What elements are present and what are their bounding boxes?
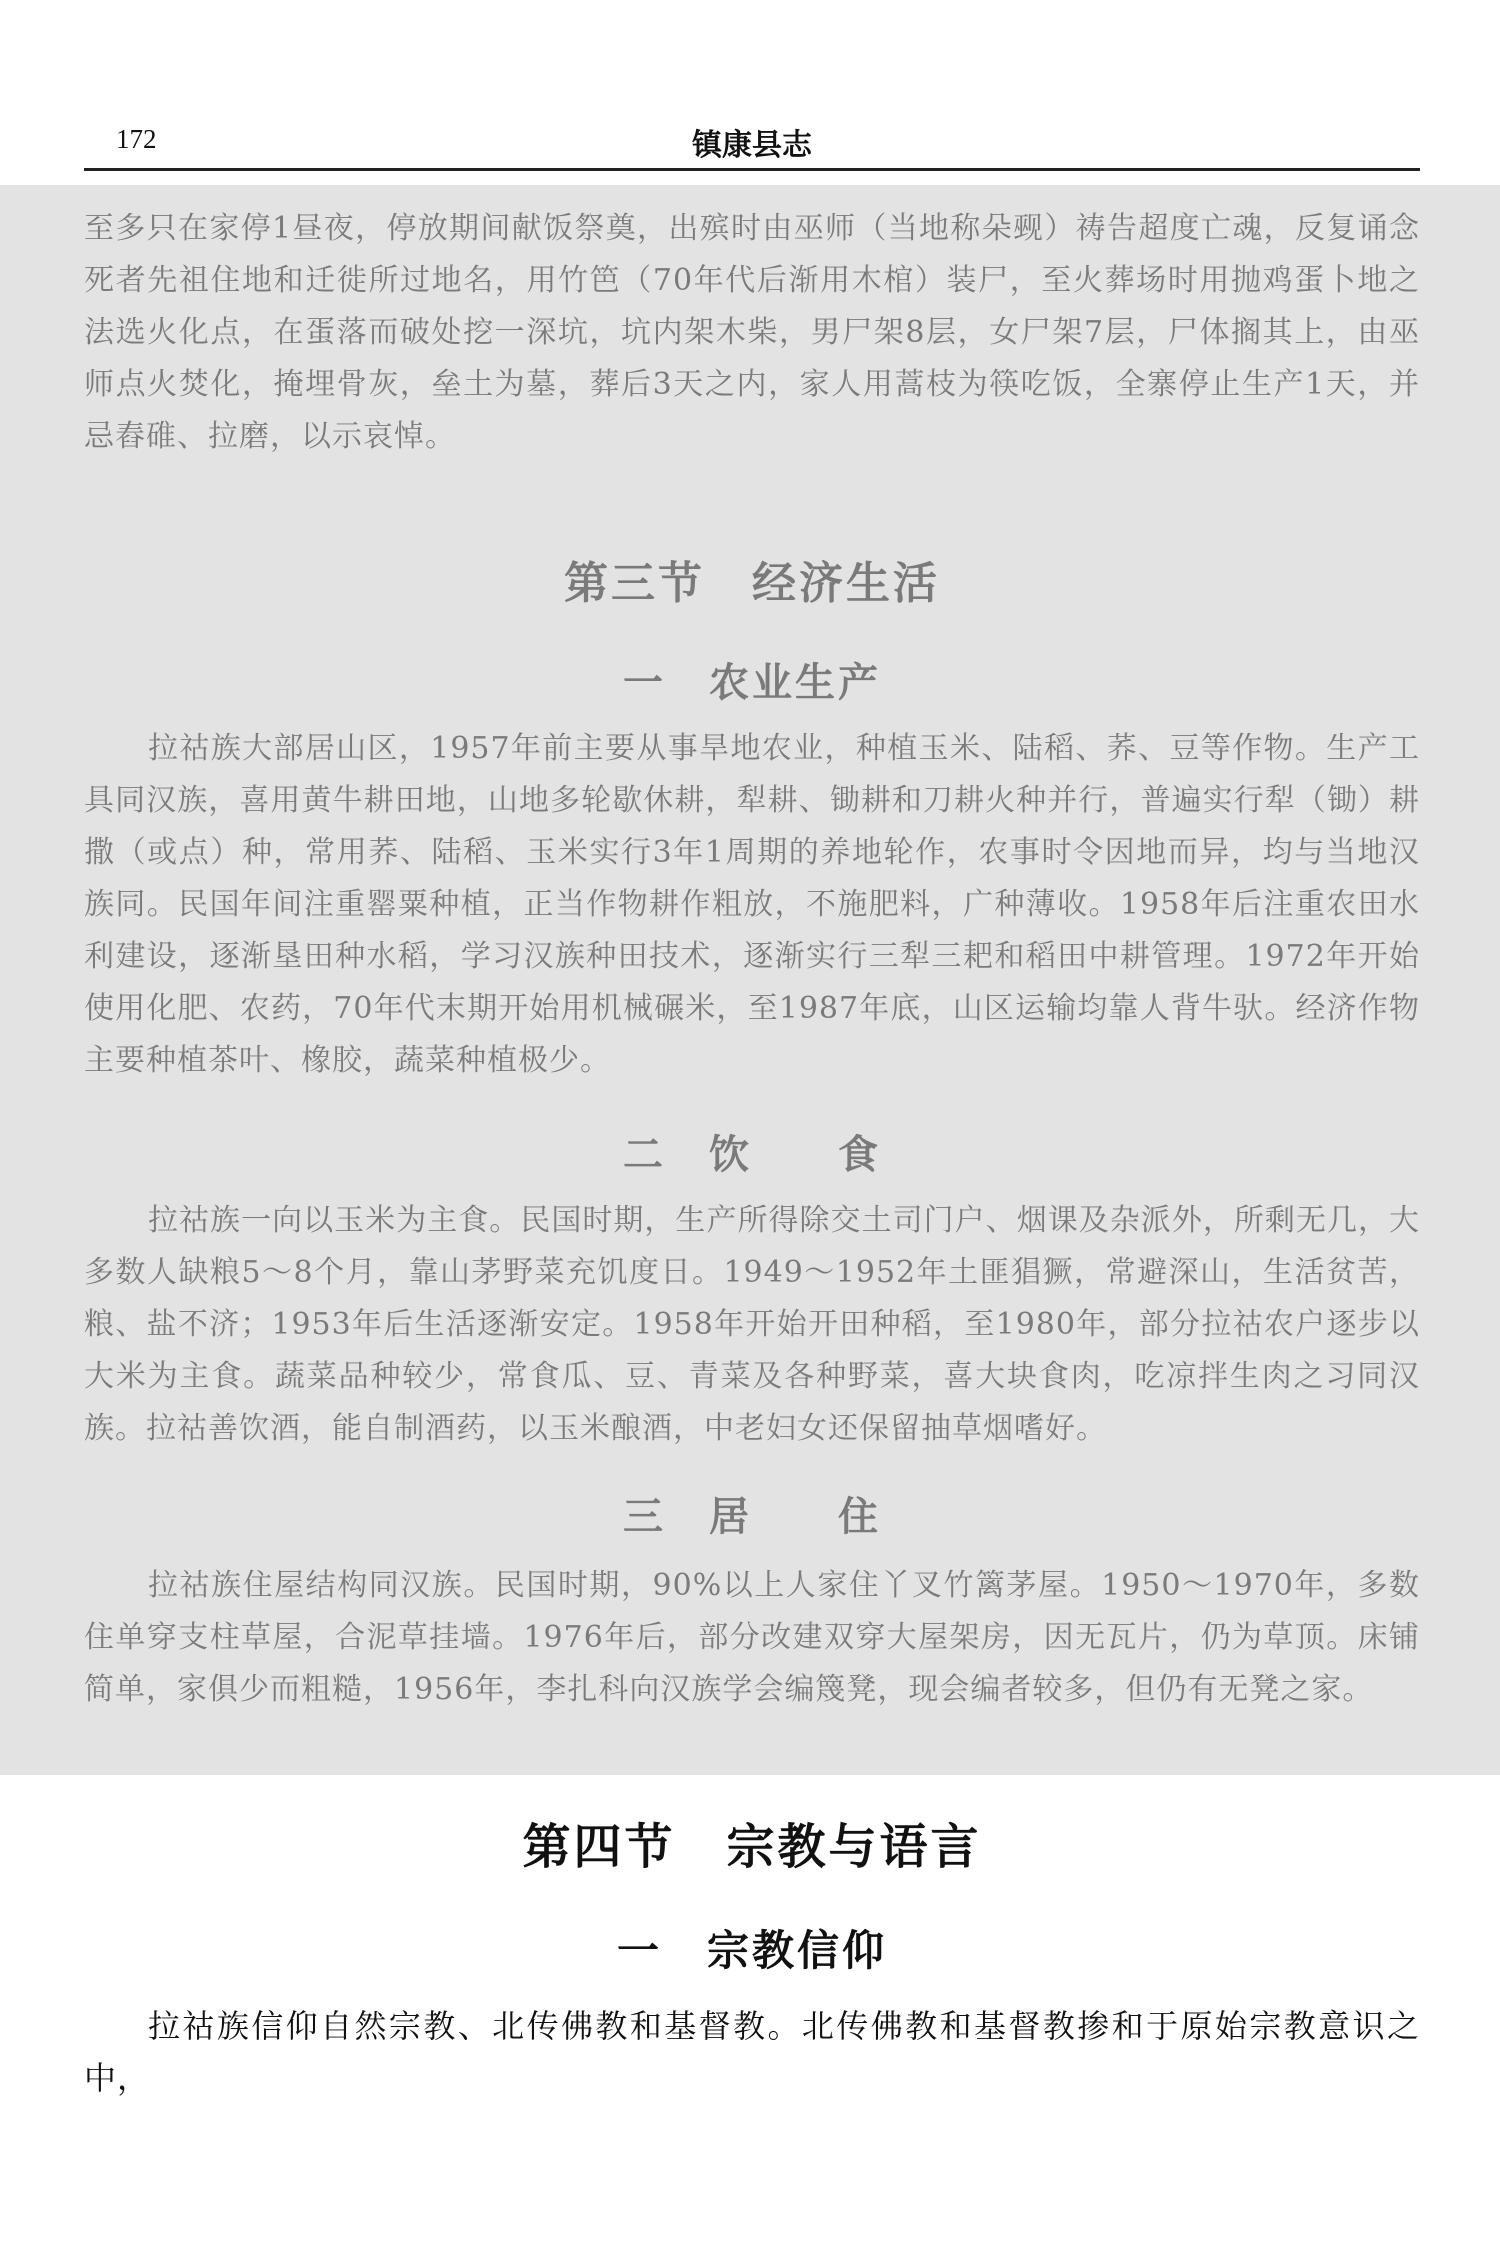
section3-title: 第三节 经济生活 <box>564 558 940 609</box>
page-header <box>84 112 1420 162</box>
page-number: 172 <box>116 124 157 154</box>
sub3-block <box>84 1560 1420 1716</box>
sub3-heading-block <box>84 1485 1420 1542</box>
intro-block <box>84 203 1420 463</box>
highlighted-region <box>0 185 1500 1775</box>
sub2-title: 二 饮 食 <box>623 1132 881 1178</box>
section4-title: 第四节 宗教与语言 <box>522 1819 982 1875</box>
sub1-block <box>84 723 1420 1087</box>
sub2-block <box>84 1195 1420 1455</box>
book-title: 镇康县志 <box>692 128 812 163</box>
section4-heading-block <box>84 1808 1420 1877</box>
section4-sub1-title: 一 宗教信仰 <box>616 1926 887 1975</box>
sub1-heading-block <box>84 651 1420 708</box>
sub2-heading-block <box>84 1123 1420 1180</box>
sub1-title: 一 农业生产 <box>623 660 881 706</box>
intro-paragraph: 至多只在家停1昼夜，停放期间献饭祭奠，出殡时由巫师（当地称朵觋）祷告超度亡魂，反复诵念死者先祖住地和迁徙所过地名，用竹笆（70年代后渐用木棺）装尸，至火葬场时用抛鸡蛋卜地之法选火化点，在蛋落而破处挖一深坑，坑内架木柴，男尸架8层，女尸架7层，尸体搁其上，由巫师点火焚化，掩埋骨灰，垒土为墓，葬后3天之内，家人用蒿枝为筷吃饭，全寨停止生产1天，并忌舂碓、拉磨，以示哀悼。 <box>84 211 1420 454</box>
section4-sub1-block <box>84 2000 1420 2104</box>
sub3-title: 三 居 住 <box>623 1494 881 1540</box>
sub3-paragraph: 拉祜族住屋结构同汉族。民国时期，90%以上人家住丫叉竹篱茅屋。1950～1970年，多数住单穿支柱草屋，合泥草挂墙。1976年后，部分改建双穿大屋架房，因无瓦片，仍为草顶。床铺简单，家俱少而粗糙，1956年，李扎科向汉族学会编篾凳，现会编者较多，但仍有无凳之家。 <box>84 1568 1420 1707</box>
header-rule <box>84 168 1420 171</box>
section3-heading-block <box>84 547 1420 611</box>
sub2-paragraph: 拉祜族一向以玉米为主食。民国时期，生产所得除交土司门户、烟课及杂派外，所剩无几，大多数人缺粮5～8个月，靠山茅野菜充饥度日。1949～1952年土匪猖獗，常避深山，生活贫苦，粮、盐不济；1953年后生活逐渐安定。1958年开始开田种稻，至1980年，部分拉祜农户逐步以大米为主食。蔬菜品种较少，常食瓜、豆、青菜及各种野菜，喜大块食肉，吃凉拌生肉之习同汉族。拉祜善饮酒，能自制酒药，以玉米酿酒，中老妇女还保留抽草烟嗜好。 <box>84 1203 1420 1446</box>
section4-sub1-heading-block <box>84 1918 1420 1978</box>
sub1-paragraph: 拉祜族大部居山区，1957年前主要从事旱地农业，种植玉米、陆稻、荞、豆等作物。生产工具同汉族，喜用黄牛耕田地，山地多轮歇休耕，犁耕、锄耕和刀耕火种并行，普遍实行犁（锄）耕撒（或点）种，常用荞、陆稻、玉米实行3年1周期的养地轮作，农事时令因地而异，均与当地汉族同。民国年间注重罂粟种植，正当作物耕作粗放，不施肥料，广种薄收。1958年后注重农田水利建设，逐渐垦田种水稻，学习汉族种田技术，逐渐实行三犁三耙和稻田中耕管理。1972年开始使用化肥、农药，70年代末期开始用机械碾米，至1987年底，山区运输均靠人背牛驮。经济作物主要种植茶叶、橡胶，蔬菜种植极少。 <box>84 731 1420 1078</box>
section4-sub1-paragraph: 拉祜族信仰自然宗教、北传佛教和基督教。北传佛教和基督教掺和于原始宗教意识之中， <box>84 2007 1420 2097</box>
